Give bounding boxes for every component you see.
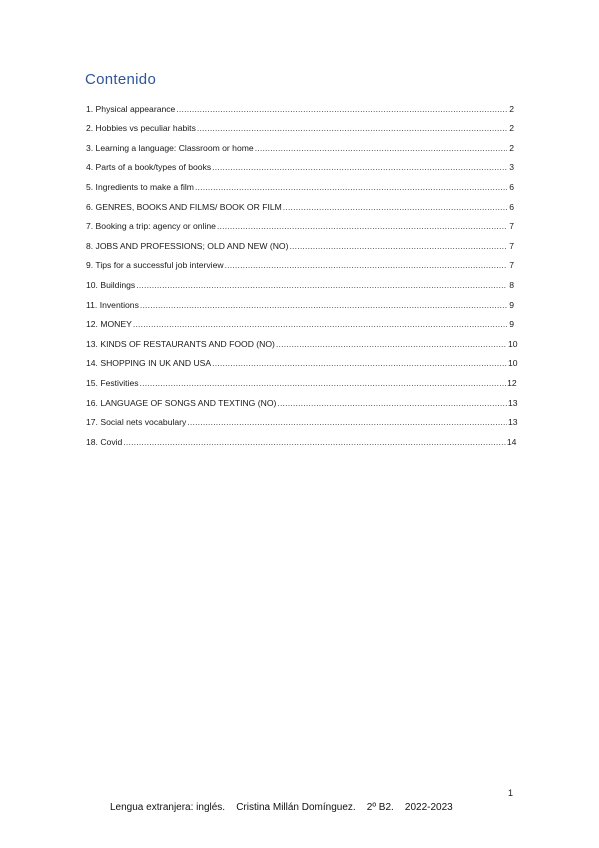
toc-entry-title: 4. Parts of a book/types of books	[86, 162, 212, 173]
toc-entry[interactable]	[86, 349, 518, 369]
dot-leader	[176, 104, 507, 114]
toc-entry-title: 16. LANGUAGE OF SONGS AND TEXTING (NO)	[86, 397, 277, 408]
toc-entry-title: 2. Hobbies vs peculiar habits	[86, 123, 196, 134]
dot-leader	[187, 417, 507, 427]
dot-leader	[140, 300, 507, 310]
dot-leader	[212, 162, 507, 172]
toc-entry-page: 13	[508, 417, 518, 428]
dot-leader	[225, 260, 507, 270]
toc-entry-page: 7	[509, 240, 514, 251]
toc-entry[interactable]	[86, 172, 514, 192]
toc-entry-title: 3. Learning a language: Classroom or home	[86, 142, 254, 153]
dot-leader	[217, 221, 507, 231]
page-footer: Lengua extranjera: inglés. Cristina Millán Domínguez. 2º B2. 2022-2023	[110, 802, 453, 813]
toc-entry-page: 2	[509, 123, 514, 134]
toc-entry-title: 12. MONEY	[86, 319, 132, 330]
dot-leader	[212, 358, 507, 368]
toc-entry[interactable]	[86, 290, 514, 310]
dot-leader	[277, 398, 507, 408]
toc-entry[interactable]	[86, 153, 514, 173]
toc-entry-page: 6	[509, 181, 514, 192]
toc-heading: Contenido	[85, 71, 157, 88]
dot-leader	[276, 339, 507, 349]
toc-entry[interactable]	[86, 192, 514, 212]
dot-leader	[123, 437, 506, 447]
dot-leader	[283, 202, 507, 212]
toc-entry-title: 14. SHOPPING IN UK AND USA	[86, 358, 212, 369]
toc-entry-page: 3	[509, 162, 514, 173]
toc-entry-title: 11. Inventions	[86, 299, 139, 310]
toc-entry-page: 10	[508, 358, 518, 369]
toc-entry[interactable]	[86, 114, 514, 134]
toc-entry-page: 9	[509, 299, 514, 310]
toc-entry[interactable]	[86, 133, 514, 153]
toc-entry-page: 12	[507, 377, 517, 388]
toc-entry[interactable]	[86, 212, 514, 232]
toc-entry-page: 8	[509, 279, 514, 290]
toc-entry-page: 9	[509, 319, 514, 330]
toc-entry-title: 18. Covid	[86, 436, 123, 447]
toc-entry-page: 13	[508, 397, 518, 408]
toc-entry-title: 15. Festivities	[86, 377, 139, 388]
table-of-contents	[86, 94, 518, 447]
toc-entry-title: 17. Social nets vocabulary	[86, 417, 187, 428]
toc-entry-title: 13. KINDS OF RESTAURANTS AND FOOD (NO)	[86, 338, 275, 349]
toc-entry[interactable]	[86, 427, 517, 447]
toc-entry-title: 8. JOBS AND PROFESSIONS; OLD AND NEW (NO)	[86, 240, 289, 251]
toc-entry[interactable]	[86, 329, 518, 349]
toc-entry-title: 9. Tips for a successful job interview	[86, 260, 224, 271]
toc-entry-page: 7	[509, 221, 514, 232]
toc-entry-page: 14	[506, 436, 517, 447]
toc-entry-title: 5. Ingredients to make a film	[86, 181, 194, 192]
toc-entry-title: 1. Physical appearance	[86, 103, 176, 114]
toc-entry[interactable]	[86, 94, 514, 114]
toc-entry-page: 7	[509, 260, 514, 271]
toc-entry-page: 2	[509, 142, 514, 153]
toc-entry-title: 7. Booking a trip: agency or online	[86, 221, 216, 232]
toc-entry[interactable]	[86, 251, 514, 271]
toc-entry[interactable]	[86, 270, 514, 290]
toc-entry[interactable]	[86, 388, 518, 408]
toc-entry-page: 10	[508, 338, 518, 349]
dot-leader	[289, 241, 507, 251]
toc-entry[interactable]	[86, 368, 517, 388]
dot-leader	[195, 182, 507, 192]
toc-entry-title: 6. GENRES, BOOKS AND FILMS/ BOOK OR FILM	[86, 201, 282, 212]
toc-entry[interactable]	[86, 408, 518, 428]
toc-entry[interactable]	[86, 310, 514, 330]
dot-leader	[136, 280, 507, 290]
dot-leader	[197, 123, 507, 133]
toc-entry-page: 2	[509, 103, 514, 114]
page-number: 1	[508, 788, 514, 798]
dot-leader	[140, 378, 507, 388]
toc-entry-page: 6	[509, 201, 514, 212]
toc-entry[interactable]	[86, 231, 514, 251]
dot-leader	[255, 143, 507, 153]
toc-entry-title: 10. Buildings	[86, 279, 136, 290]
dot-leader	[133, 319, 507, 329]
